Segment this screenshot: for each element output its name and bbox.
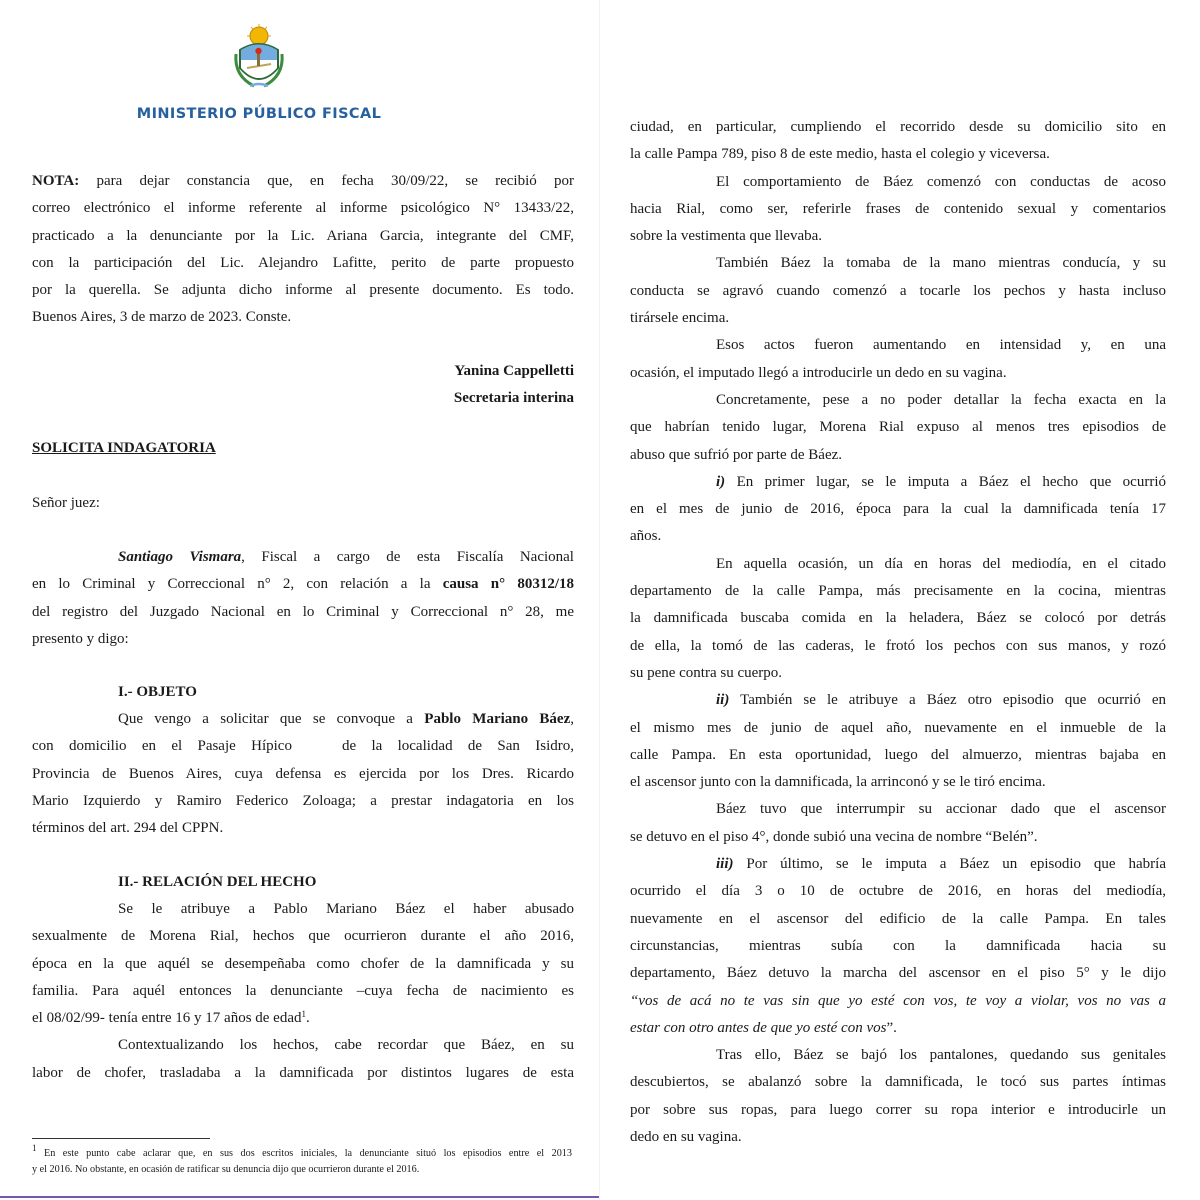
quote-line-2: estar con otro antes de que yo esté con vos [630,1019,887,1036]
episode-marker-ii: ii) [716,692,730,709]
signature-name: Yanina Cappelletti [454,363,574,379]
causa-number: causa n° 80312/18 [442,576,574,593]
right-page [600,0,1200,1200]
prosecutor-name: Santiago Vismara [118,549,242,565]
signature-role: Secretaria interina [453,390,574,407]
intro-paragraph: Santiago Vismara, Fiscal a cargo de esta Fiscalía Nacional en lo Criminal y Correccional n° 2, con relación a la causa n° 80312/18 del registro del Juzgado Nacional en lo Criminal y Correccional n° 28, me presento y digo: [32,549,574,647]
page-bottom-rule [0,1196,600,1198]
relacion-heading: II.- RELACIÓN DEL HECHO [118,874,317,890]
quote-line-1: “vos de acá no te vas sin que yo esté con vos, te voy a violar, vos no vas a [630,992,1166,1009]
footnote-divider [32,1138,210,1139]
argentina-coat-of-arms-icon [232,24,286,92]
accused-name: Pablo Mariano Báez [424,711,571,727]
ministry-title: MINISTERIO PÚBLICO FISCAL [136,106,382,122]
footnote: $^1$ En este punto cabe aclarar que, en sus dos escritos iniciales, la denunciante situó los episodios entre el 2013 y el 2016. No obstante, en ocasión de ratificar su denuncia dijo que ocurrieron durante el 2016. [32,1143,572,1175]
objeto-heading: I.- OBJETO [118,684,197,700]
section-heading: SOLICITA INDAGATORIA [32,440,216,456]
nota-paragraph: NOTA: para dejar constancia que, en fecha 30/09/22, se recibió por correo electrónico el informe referente al informe psicológico N° 13433/22, practicado a la denunciante por la Lic. Ariana Garcia, integrante del CMF, con la participación del Lic. Alejandro Lafitte, perito de parte propuesto por la querella. Se adjunta dicho informe al presente documento. Es todo. Buenos Aires, 3 de marzo de 2023. Conste. [32,173,574,326]
footnote-ref: 1 [301,1009,307,1020]
episode-marker-i: i) [716,473,726,490]
nota-label: NOTA: [32,173,80,189]
signature-block [300,358,574,413]
episode-marker-iii: iii) [716,856,734,873]
salutation: Señor juez: [32,495,100,511]
right-body: ciudad, en particular, cumpliendo el recorrido desde su domicilio sito en la calle Pampa 789, piso 8 de este medio, hasta el colegio y viceversa. El comportamiento de Báez comenzó con conductas de acoso hacia Rial, como ser, referirle frases de contenido sexual y comentarios sobre la vestimenta que llevaba. También Báez la tomaba de la mano mientras conducía, y su conducta se agravó cuando comenzó a tocarle los pechos y hasta incluso tirársele encima. Esos actos fueron aumentando en intensidad y, en una ocasión, el imputado llegó a introducirle un dedo en su vagina. Concretamente, pese a no poder detallar la fecha exacta en la que habrían tenido lugar, Morena Rial expuso al menos tres episodios de abuso que sufrió por parte de Báez. i) En primer lugar, se le imputa a Báez el hecho que ocurrió en el mes de junio de 2016, época para la cual la damnificada tenía 17 años. En aquella ocasión, un día en horas del mediodía, en el citado departamento de la calle Pampa, más precisamente en la cocina, mientras la damnificada buscaba comida en la heladera, Báez se colocó por detrás de ella, la tomó de las caderas, le frotó los pechos con sus manos, y rozó su pene contra su cuerpo. ii) También se le atribuye a Báez otro episodio que ocurrió en el mismo mes de junio de aquel año, nuevamente en el inmueble de la calle Pampa. En esta oportunidad, luego del almuerzo, mientras bajaba en el ascensor junto con la damnificada, la arrinconó y se le tiró encima. Báez tuvo que interrumpir su accionar dado que el ascensor se detuvo en el piso 4°, donde subió una vecina de nombre “Belén”. iii) Por último, se le imputa a Báez un episodio que habría ocurrido el día 3 o 10 de octubre de 2016, en horas del mediodía, nuevamente en el ascensor del edificio de la calle Pampa. En tales circunstancias, mientras subía con la damnificada hacia su departamento, Báez detuvo la marcha del ascensor en el piso 5° y le dijo “vos de acá no te vas sin que yo esté con vos, te voy a violar, vos no vas a estar con otro antes de que yo esté con vos”. Tras ello, Báez se bajó los pantalones, quedando sus genitales descubiertos, se abalanzó sobre la damnificada, le tocó sus partes íntimas por sobre sus ropas, para luego correr su ropa interior e introducirle un dedo en su vagina. [630,119,1166,1145]
relacion-paragraph: Se le atribuye a Pablo Mariano Báez el haber abusado sexualmente de Morena Rial, hechos que ocurrieron durante el año 2016, época en la que aquél se desempeñaba como chofer de la damnificada y su familia. Para aquél entonces la denunciante –cuya fecha de nacimiento es el 08/02/99- tenía entre 16 y 17 años de edad$^1$. Contextualizando los hechos, cabe recordar que Báez, en su labor de chofer, trasladaba a la damnificada por distintos lugares de esta [32,901,574,1081]
objeto-paragraph: Que vengo a solicitar que se convoque a Pablo Mariano Báez, con domicilio en el Pasaje Hípico de la localidad de San Isidro, Provincia de Buenos Aires, cuya defensa es ejercida por los Dres. Ricardo Mario Izquierdo y Ramiro Federico Zoloaga; a prestar indagatoria en los términos del art. 294 del CPPN. [32,711,574,837]
